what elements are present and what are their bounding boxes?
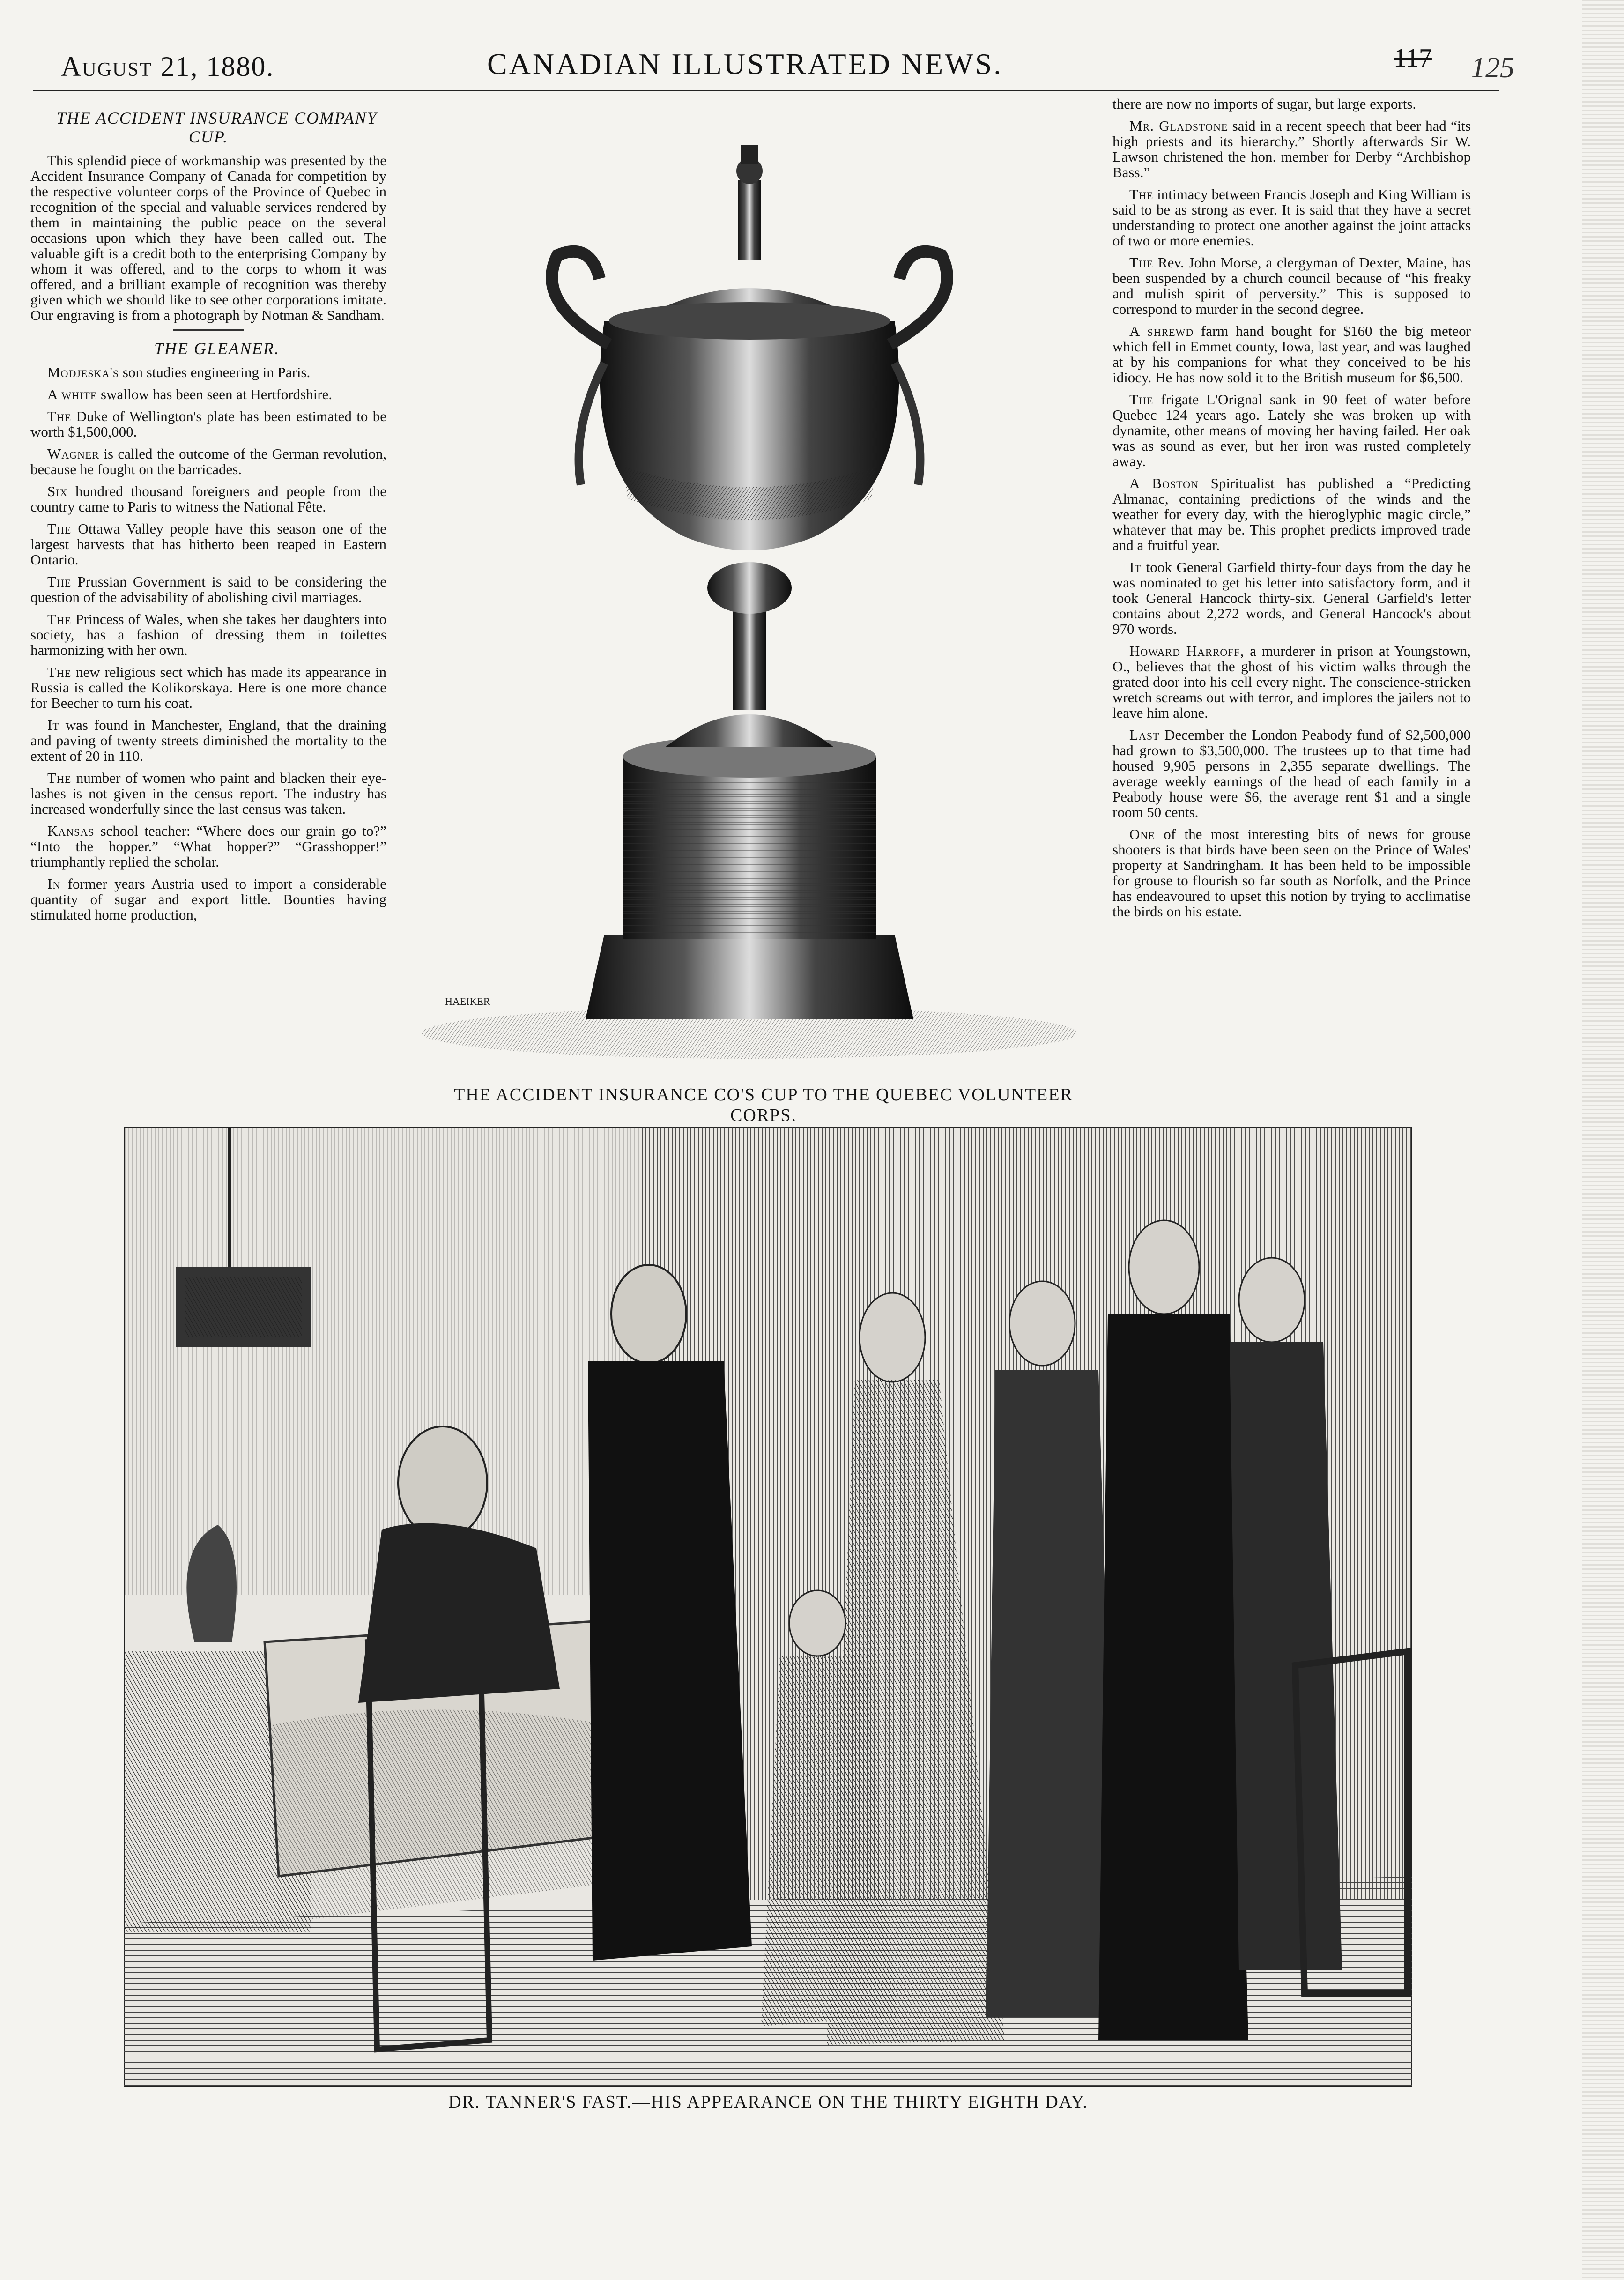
gleaner-item-text: was found in Manchester, England, that the draining and paving of twenty streets diminished the mortality to the extent of 20 in 110. bbox=[30, 717, 386, 764]
gleaner-item-text: farm hand bought for $160 the big meteor which fell in Emmet county, Iowa, last year, and was laughed at by his companions for what they conceived to be his idiocy. He has now sold it to the British museum for $6,500. bbox=[1112, 323, 1471, 386]
sickroom-scene-illustration bbox=[124, 1127, 1412, 2087]
continued-text: there are now no imports of sugar, but large exports. bbox=[1112, 96, 1416, 112]
cup-engraving bbox=[403, 101, 1096, 1070]
gleaner-item bbox=[30, 717, 386, 764]
gleaner-item-text: school teacher: “Where does our grain go to?” “Into the hopper.” “What hopper?” “Grasshopper!” triumphantly replied the scholar. bbox=[30, 823, 386, 870]
gleaner-item-lead: Modjeska's bbox=[47, 364, 119, 380]
gleaner-item-text: Duke of Wellington's plate has been estimated to be worth $1,500,000. bbox=[30, 408, 386, 440]
gleaner-item-text: former years Austria used to import a considerable quantity of sugar and export little. Bounties having stimulated home production, bbox=[30, 876, 386, 923]
gleaner-item-text: swallow has been seen at Hertfordshire. bbox=[97, 386, 333, 402]
gleaner-item bbox=[1112, 727, 1471, 820]
gleaner-item bbox=[1112, 323, 1471, 385]
gleaner-item-text: intimacy between Francis Joseph and King William is said to be as strong as ever. It is said that they have a secret understanding to protect one another against the joint attacks of two or more enemies. bbox=[1112, 186, 1471, 249]
gleaner-item bbox=[30, 364, 386, 380]
gleaner-item-lead: The bbox=[47, 573, 72, 590]
gleaner-item-text: December the London Peabody fund of $2,500,000 had grown to $3,500,000. The trustees up to that time had housed 9,905 persons in 2,355 separate dwellings. The average weekly earnings of the head of each family in a Peabody house were $6, the average rent $1 and a single room 50 cents. bbox=[1112, 727, 1471, 820]
section-divider bbox=[173, 329, 244, 331]
gleaner-item bbox=[1112, 559, 1471, 637]
gleaner-item-text: Rev. John Morse, a clergyman of Dexter, Maine, has been suspended by a church council because of “his freaky and mulish spirit of perversity.” This is supposed to correspond to murder in the second degree. bbox=[1112, 254, 1471, 317]
trophy-cup-illustration bbox=[403, 101, 1096, 1070]
gleaner-items-right bbox=[1112, 118, 1471, 919]
gleaner-item-text: Spiritualist has published a “Predicting Almanac, containing predictions of the winds and the weather for every day, with the hieroglyphic magic circle,” whatever that may be. This prophet predicts improved trade and a fruitful year. bbox=[1112, 475, 1471, 553]
gleaner-item bbox=[1112, 826, 1471, 919]
gleaner-item-text: hundred thousand foreigners and people from the country came to Paris to witness the National Fête. bbox=[30, 483, 386, 515]
gleaner-item-lead: The bbox=[1129, 186, 1154, 202]
gleaner-item bbox=[1112, 118, 1471, 180]
gleaner-item-text: Prussian Government is said to be considering the question of the advisability of abolishing civil marriages. bbox=[30, 573, 386, 605]
gleaner-item bbox=[1112, 255, 1471, 317]
gleaner-item-lead: The bbox=[47, 611, 72, 627]
page-number: 117 bbox=[1394, 44, 1432, 73]
gleaner-item bbox=[30, 483, 386, 514]
gleaner-item bbox=[30, 664, 386, 711]
gleaner-item-lead: Mr. Gladstone bbox=[1129, 118, 1228, 134]
gleaner-item bbox=[1112, 392, 1471, 469]
gleaner-item-lead: A Boston bbox=[1129, 475, 1199, 491]
cup-caption: THE ACCIDENT INSURANCE CO'S CUP TO THE QUEBEC VOLUNTEER CORPS. bbox=[454, 1085, 1073, 1125]
cup-article-heading: THE ACCIDENT INSURANCE COMPANY CUP. bbox=[56, 109, 378, 146]
gleaner-item-lead: One bbox=[1129, 826, 1155, 842]
gleaner-item bbox=[30, 521, 386, 567]
gleaner-item-lead: A white bbox=[47, 386, 97, 402]
gleaner-heading: THE GLEANER. bbox=[154, 339, 280, 358]
gleaner-item-lead: The bbox=[47, 520, 72, 537]
gleaner-item bbox=[1112, 643, 1471, 720]
tanner-engraving bbox=[124, 1127, 1412, 2087]
gleaner-item bbox=[30, 823, 386, 869]
gleaner-item-text: a murderer in prison at Youngstown, O., believes that the ghost of his victim walks through the grated door into his cell every night. The conscience-stricken wretch screams out with terror, and implores the jailers not to leave him alone. bbox=[1112, 643, 1471, 721]
gleaner-item-text: new religious sect which has made its appearance in Russia is called the Kolikorskaya. Here is one more chance for Beecher to turn his coat. bbox=[30, 664, 386, 711]
gleaner-item-lead: Kansas bbox=[47, 823, 95, 839]
gleaner-item bbox=[30, 770, 386, 817]
gleaner-item bbox=[1112, 186, 1471, 248]
gleaner-item-text: is called the outcome of the German revolution, because he fought on the barricades. bbox=[30, 446, 386, 477]
gleaner-item-lead: Last bbox=[1129, 727, 1160, 743]
gleaner-item-lead: The bbox=[47, 770, 72, 786]
scan-edge-noise bbox=[1582, 0, 1624, 2280]
handwritten-page-number: 125 bbox=[1471, 52, 1514, 84]
gleaner-item-lead: The bbox=[1129, 391, 1154, 408]
header-rule bbox=[33, 90, 1499, 92]
gleaner-items-left bbox=[30, 364, 386, 922]
left-column bbox=[30, 109, 386, 929]
gleaner-item-text: of the most interesting bits of news for grouse shooters is that birds have been seen on the Prince of Wales' property at Sandringham. It has been held to be impossible for grouse to flourish so far south as Norfolk, and the Prince has endeavoured to upset this notion by trying to acclimatise the birds on his estate. bbox=[1112, 826, 1471, 920]
engraver-signature: HAEIKER bbox=[445, 995, 490, 1007]
gleaner-item-lead: It bbox=[47, 717, 59, 733]
gleaner-item bbox=[30, 446, 386, 477]
gleaner-item bbox=[30, 408, 386, 439]
gleaner-item-text: number of women who paint and blacken their eye-lashes is not given in the census report. The industry has increased wonderfully since the last census was taken. bbox=[30, 770, 386, 817]
right-column bbox=[1112, 96, 1471, 926]
gleaner-item bbox=[30, 386, 386, 402]
gleaner-item bbox=[1112, 475, 1471, 553]
gleaner-item bbox=[30, 574, 386, 605]
gleaner-item-text: said in a recent speech that beer had “its high priests and its hierarchy.” Shortly afterwards Sir W. Lawson christened the hon. member for Derby “Archbishop Bass.” bbox=[1112, 118, 1471, 180]
gleaner-item-lead: A shrewd bbox=[1129, 323, 1194, 339]
gleaner-item-text: Ottawa Valley people have this season one of the largest harvests that has hitherto been reaped in Eastern Ontario. bbox=[30, 520, 386, 568]
gleaner-item-text: Princess of Wales, when she takes her daughters into society, has a fashion of dressing them in toilettes harmonizing with her own. bbox=[30, 611, 386, 658]
gleaner-item-lead: The bbox=[47, 408, 72, 424]
gleaner-item-lead: In bbox=[47, 876, 61, 892]
gleaner-item-text: frigate L'Orignal sank in 90 feet of water before Quebec 124 years ago. Lately she was broken up with dynamite, other means of moving her having failed. Her oak was as sound as ever, but her iron was rusted completely away. bbox=[1112, 391, 1471, 469]
cup-article-text: This splendid piece of workmanship was presented by the Accident Insurance Company of Canada for competition by the respective volunteer corps of the Province of Quebec in recognition of the special and valuable services rendered by them in maintaining the public peace on the several occasions upon which they have been called out. The valuable gift is a credit both to the enterprising Company by whom it was offered, and to the corps to whom it was offered, and a brilliant example of recognition was thereby given which we should like to see other corporations imitate. Our engraving is from a photograph by Notman & Sandham. bbox=[30, 152, 386, 323]
gleaner-item-lead: Six bbox=[47, 483, 68, 499]
gleaner-item-lead: Wagner bbox=[47, 446, 100, 462]
gleaner-item-lead: It bbox=[1129, 559, 1142, 575]
gleaner-item bbox=[30, 876, 386, 922]
gleaner-item-text: son studies engineering in Paris. bbox=[119, 364, 311, 380]
gleaner-item-lead: The bbox=[47, 664, 72, 680]
gleaner-item-lead: The bbox=[1129, 254, 1154, 271]
issue-date: August 21, 1880. bbox=[61, 51, 274, 82]
gleaner-item-lead: Howard Harroff, bbox=[1129, 643, 1245, 659]
tanner-caption: DR. TANNER'S FAST.—HIS APPEARANCE ON THE THIRTY EIGHTH DAY. bbox=[448, 2092, 1088, 2112]
gleaner-item bbox=[30, 611, 386, 658]
gleaner-item-text: took General Garfield thirty-four days from the day he was nominated to get his letter into satisfactory form, and it took General Hancock thirty-six. General Garfield's letter contains about 2,272 words, and General Hancock's about 970 words. bbox=[1112, 559, 1471, 637]
masthead-title: CANADIAN ILLUSTRATED NEWS. bbox=[487, 47, 1003, 81]
